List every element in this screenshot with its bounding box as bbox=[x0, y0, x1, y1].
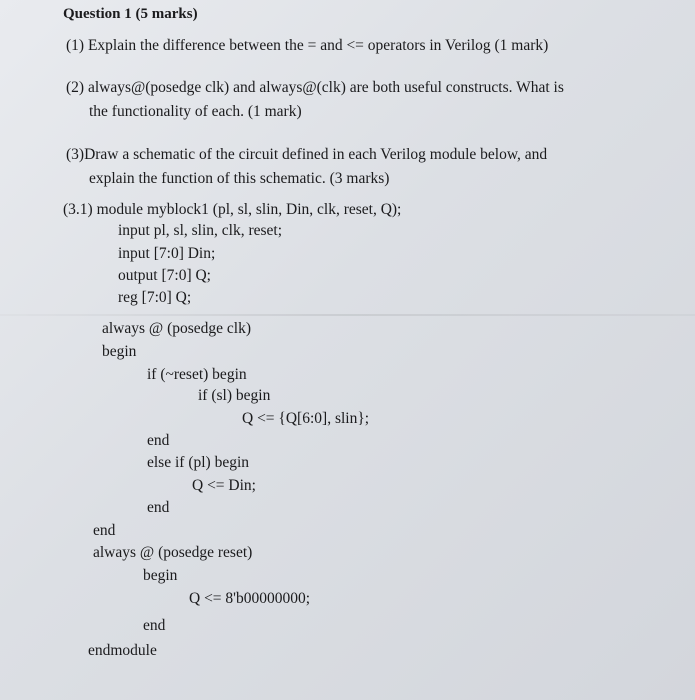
paper-fold bbox=[0, 314, 695, 316]
question-part-3-line-2: explain the function of this schematic. (3 marks) bbox=[89, 170, 390, 187]
question-part-1: (1) Explain the difference between the = and <= operators in Verilog (1 mark) bbox=[66, 37, 549, 54]
code-end: end bbox=[147, 499, 170, 516]
code-module-header: (3.1) module myblock1 (pl, sl, slin, Din, clk, reset, Q); bbox=[63, 201, 402, 218]
code-begin: begin bbox=[143, 567, 178, 584]
code-input-declaration: input pl, sl, slin, clk, reset; bbox=[118, 222, 283, 239]
question-title: Question 1 (5 marks) bbox=[63, 6, 198, 22]
code-if-sl: if (sl) begin bbox=[198, 387, 271, 404]
code-begin: begin bbox=[102, 343, 137, 360]
code-endmodule: endmodule bbox=[88, 642, 157, 659]
code-reg-declaration: reg [7:0] Q; bbox=[118, 289, 192, 306]
code-else-if-pl: else if (pl) begin bbox=[147, 454, 250, 471]
code-end: end bbox=[147, 432, 170, 449]
code-shift-assign: Q <= {Q[6:0], slin}; bbox=[242, 410, 370, 427]
question-part-2-line-1: (2) always@(posedge clk) and always@(clk) are both useful constructs. What is bbox=[66, 79, 564, 96]
code-always-reset: always @ (posedge reset) bbox=[93, 544, 253, 561]
code-din-declaration: input [7:0] Din; bbox=[118, 245, 216, 262]
code-always-clk: always @ (posedge clk) bbox=[102, 320, 251, 337]
code-output-declaration: output [7:0] Q; bbox=[118, 267, 211, 284]
code-end: end bbox=[93, 522, 116, 539]
question-part-3-line-1: (3)Draw a schematic of the circuit defined in each Verilog module below, and bbox=[66, 146, 548, 163]
code-if-reset: if (~reset) begin bbox=[147, 366, 247, 383]
code-load-assign: Q <= Din; bbox=[192, 477, 256, 494]
code-reset-assign: Q <= 8'b00000000; bbox=[189, 590, 311, 607]
question-part-2-line-2: the functionality of each. (1 mark) bbox=[89, 103, 302, 120]
code-end: end bbox=[143, 617, 166, 634]
